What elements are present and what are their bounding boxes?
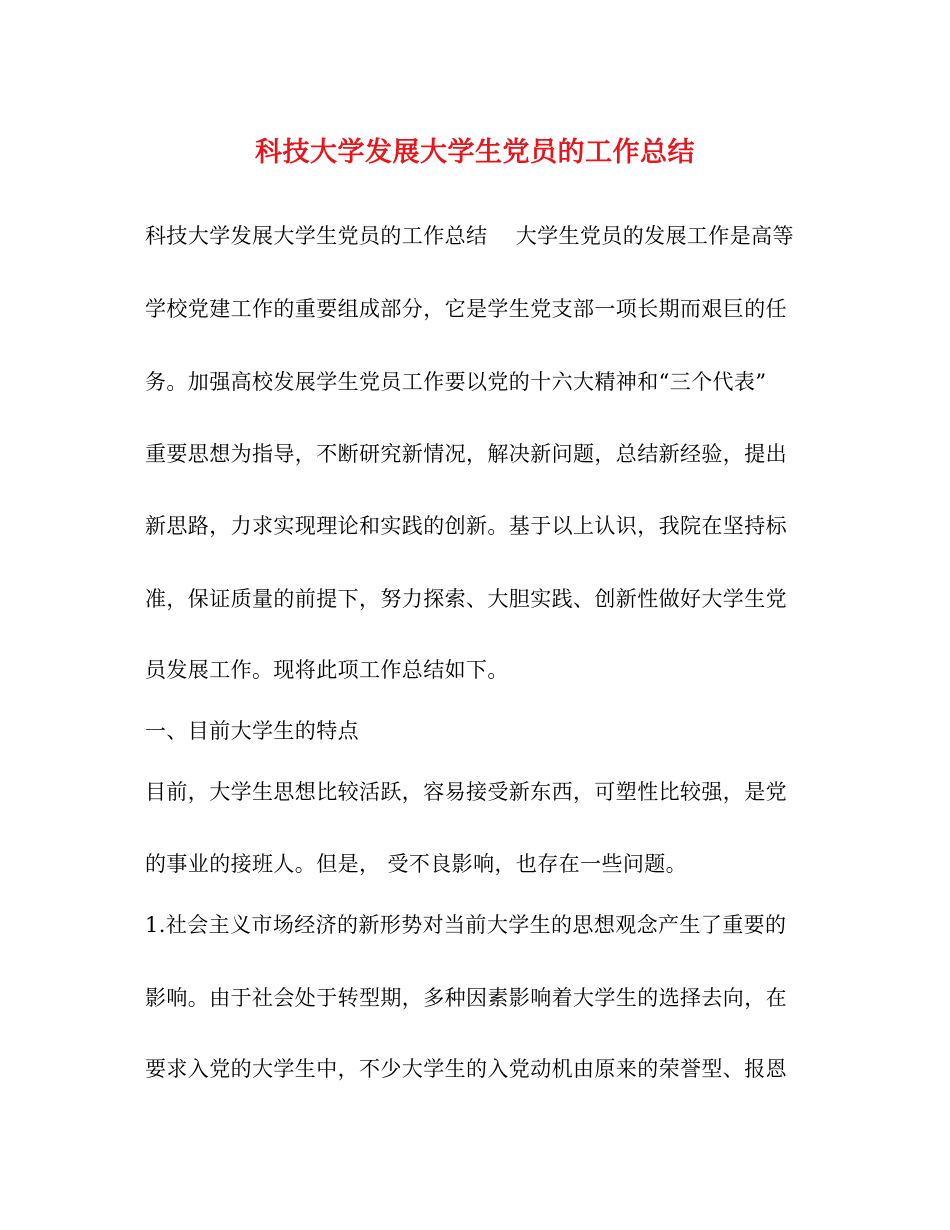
body-line: 目前，大学生思想比较活跃，容易接受新东西，可塑性比较强，是党	[145, 780, 787, 804]
body-line: 影响。由于社会处于转型期，多种因素影响着大学生的选择去向，在	[145, 986, 787, 1010]
body-line: 科技大学发展大学生党员的工作总结 大学生党员的发展工作是高等	[145, 224, 794, 248]
body-line: 学校党建工作的重要组成部分，它是学生党支部一项长期而艰巨的任	[145, 297, 787, 321]
body-line: 要求入党的大学生中，不少大学生的入党动机由原来的荣誉型、报恩	[145, 1057, 787, 1081]
body-line: 的事业的接班人。但是， 受不良影响，也存在一些问题。	[145, 852, 688, 876]
section-heading: 一、目前大学生的特点	[145, 719, 359, 743]
body-line: 新思路，力求实现理论和实践的创新。基于以上认识，我院在坚持标	[145, 514, 787, 538]
body-line: 1.社会主义市场经济的新形势对当前大学生的思想观念产生了重要的	[145, 913, 787, 937]
document-title: 科技大学发展大学生党员的工作总结	[255, 137, 695, 168]
body-line: 务。加强高校发展学生党员工作要以党的十六大精神和“三个代表”	[145, 370, 767, 394]
body-line: 准，保证质量的前提下，努力探索、大胆实践、创新性做好大学生党	[145, 587, 787, 611]
body-line: 员发展工作。现将此项工作总结如下。	[145, 658, 509, 682]
body-line: 重要思想为指导，不断研究新情况，解决新问题，总结新经验，提出	[145, 442, 787, 466]
